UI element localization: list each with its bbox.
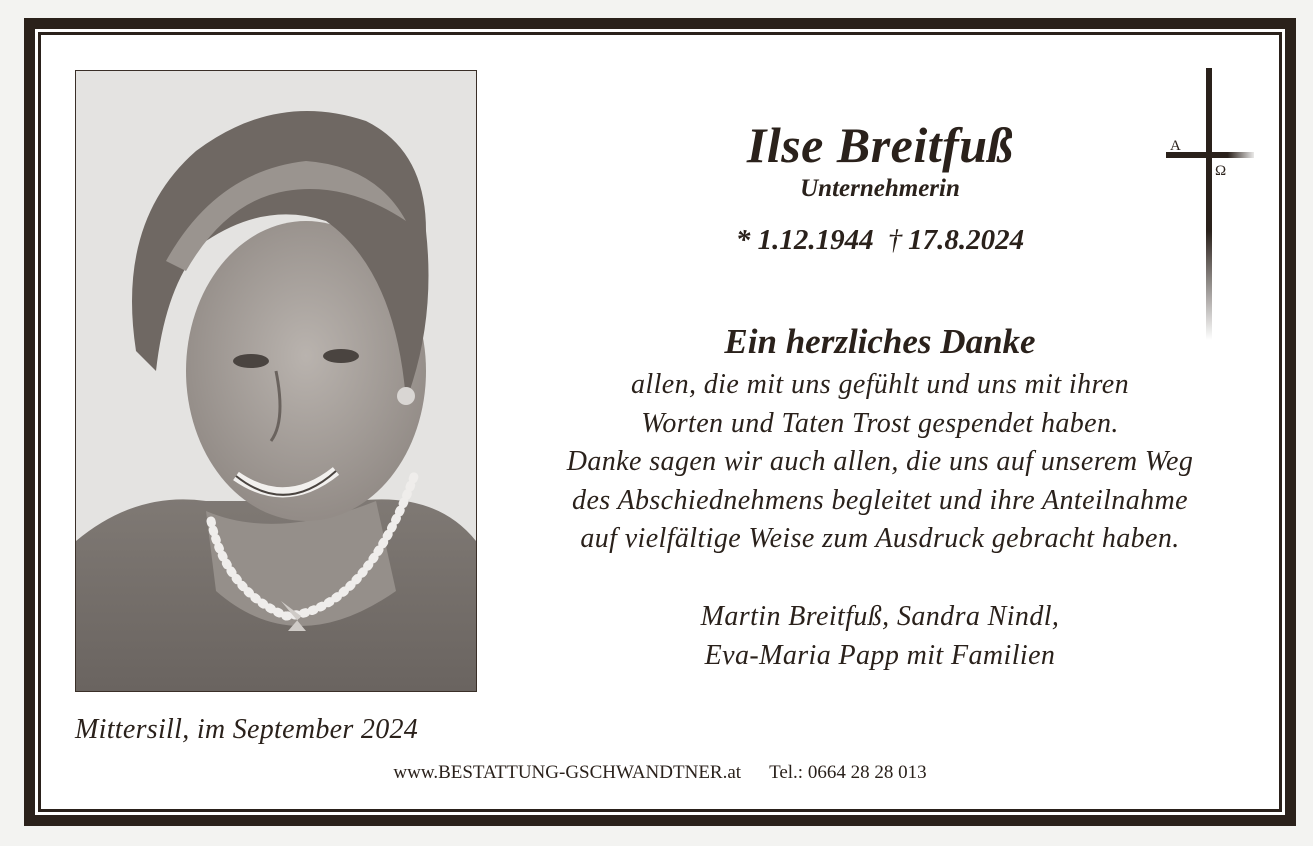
birth-date: * 1.12.1944 — [735, 224, 874, 256]
portrait-photo — [75, 70, 477, 692]
thanks-message — [500, 366, 1260, 559]
dagger-icon: † — [887, 224, 903, 256]
occupation: Unternehmerin — [800, 175, 960, 202]
message-line: allen, die mit uns gefühlt und uns mit ihren — [631, 369, 1129, 400]
message-line: Worten und Taten Trost gespendet haben. — [641, 407, 1119, 439]
omega-label: Ω — [1215, 163, 1227, 179]
message-line: Danke sagen wir auch allen, die uns auf unserem Weg — [566, 446, 1194, 477]
death-date: 17.8.2024 — [908, 224, 1025, 256]
message-line: des Abschiednehmens begleitet und ihre Anteilnahme — [572, 484, 1188, 516]
phone-number: Tel.: 0664 28 28 013 — [769, 762, 927, 783]
thanks-title: Ein herzliches Danke — [724, 322, 1036, 361]
life-dates — [620, 224, 1140, 257]
family-signature — [560, 597, 1200, 675]
family-line: Eva-Maria Papp mit Familien — [704, 640, 1056, 671]
place-date: Mittersill, im September 2024 — [75, 714, 419, 745]
message-line: auf vielfältige Weise zum Ausdruck gebracht haben. — [580, 523, 1180, 554]
cross-icon — [1160, 68, 1260, 340]
alpha-label: A — [1170, 138, 1181, 154]
family-line: Martin Breitfuß, Sandra Nindl, — [700, 601, 1060, 632]
portrait-illustration — [76, 71, 476, 691]
deceased-name: Ilse Breitfuß — [746, 117, 1014, 173]
website-link[interactable]: www.BESTATTUNG-GSCHWANDTNER.at — [393, 762, 742, 783]
footer — [300, 762, 1020, 784]
